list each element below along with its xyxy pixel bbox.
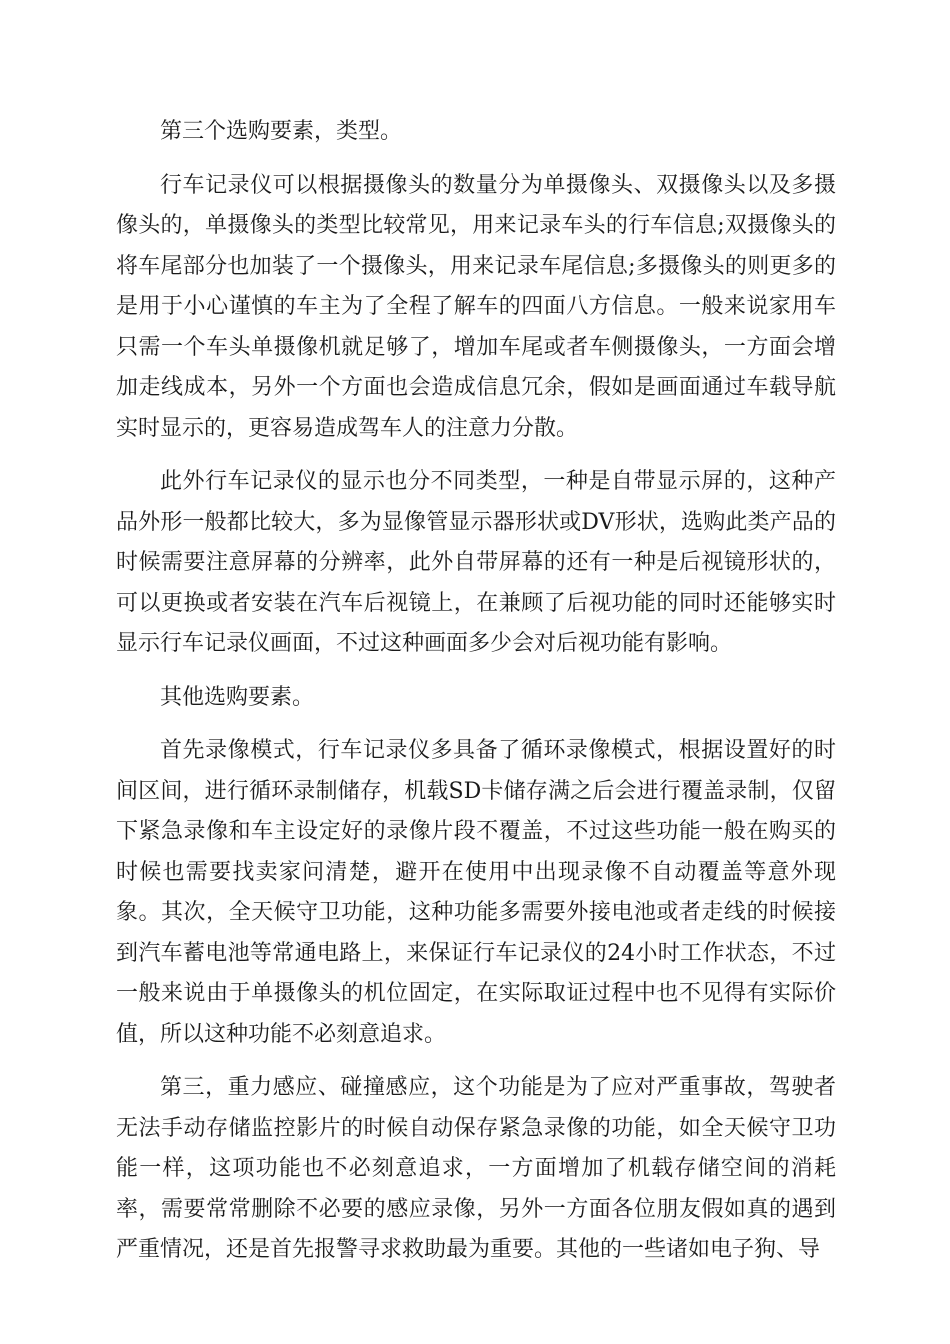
paragraph-heading-type: 第三个选购要素，类型。 <box>160 119 403 144</box>
paragraph-gravity-sensor: 第三，重力感应、碰撞感应，这个功能是为了应对严重事故，驾驶者无法手动存储监控影片的时候自动保存紧急录像的功能，如全天候守卫功能一样，这项功能也不必刻意追求，一方面增加了机载存储空间的消耗率，需要常常删除不必要的感应录像，另外一方面各位朋友假如真的遇到严重情况，还是首先报警寻求救助最为重要。其他的一些诸如电子狗、导 <box>116 1075 836 1262</box>
paragraph-recording-mode: 首先录像模式，行车记录仪多具备了循环录像模式，根据设置好的时间区间，进行循环录制储存，机载SD卡储存满之后会进行覆盖录制，仅留下紧急录像和车主设定好的录像片段不覆盖，不过这些功能一般在购买的时候也需要找卖家问清楚，避开在使用中出现录像不自动覆盖等意外现象。其次，全天候守卫功能，这种功能多需要外接电池或者走线的时候接到汽车蓄电池等常通电路上，来保证行车记录仪的24小时工作状态，不过一般来说由于单摄像头的机位固定，在实际取证过程中也不见得有实际价值，所以这种功能不必刻意追求。 <box>116 738 836 1047</box>
paragraph-heading-other: 其他选购要素。 <box>160 684 315 710</box>
document-body <box>116 112 836 1284</box>
paragraph-display-types: 此外行车记录仪的显示也分不同类型，一种是自带显示屏的，这种产品外形一般都比较大，多为显像管显示器形状或DV形状，选购此类产品的时候需要注意屏幕的分辨率，此外自带屏幕的还有一种是后视镜形状的，可以更换或者安装在汽车后视镜上，在兼顾了后视功能的同时还能够实时显示行车记录仪画面，不过这种画面多少会对后视功能有影响。 <box>116 469 836 656</box>
paragraph-camera-count: 行车记录仪可以根据摄像头的数量分为单摄像头、双摄像头以及多摄像头的，单摄像头的类型比较常见，用来记录车头的行车信息;双摄像头的将车尾部分也加装了一个摄像头，用来记录车尾信息;多摄像头的则更多的是用于小心谨慎的车主为了全程了解车的四面八方信息。一般来说家用车只需一个车头单摄像机就足够了，增加车尾或者车侧摄像头，一方面会增加走线成本，另外一个方面也会造成信息冗余，假如是画面通过车载导航实时显示的，更容易造成驾车人的注意力分散。 <box>116 172 836 441</box>
